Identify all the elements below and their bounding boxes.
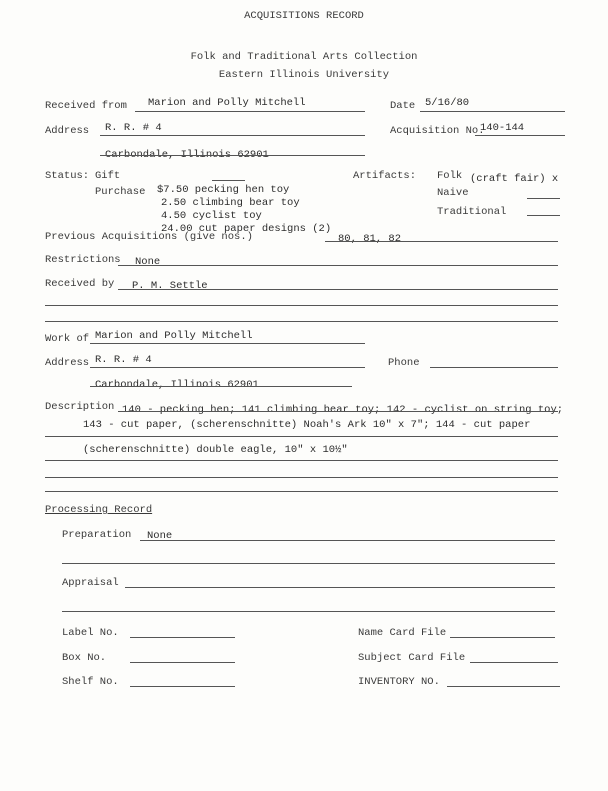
rule — [430, 367, 558, 368]
rule — [118, 265, 558, 266]
restrictions-label: Restrictions — [45, 254, 121, 266]
rule — [45, 321, 558, 322]
rule — [90, 343, 365, 344]
description-line: 140 - pecking hen; 141 climbing bear toy; 142 - cyclist on string toy; — [122, 404, 564, 416]
rule — [212, 180, 245, 181]
work-of-label: Work of — [45, 333, 90, 345]
rule — [325, 241, 558, 242]
rule — [45, 460, 558, 461]
processing-record-title: Processing Record — [45, 504, 153, 516]
artifacts-label: Artifacts: — [353, 170, 417, 182]
phone-label: Phone — [388, 357, 420, 369]
gift-label: Gift — [95, 170, 121, 182]
folk-label: Folk — [437, 170, 463, 182]
preparation-value: None — [147, 530, 173, 542]
rule — [140, 540, 555, 541]
date-label: Date — [390, 100, 416, 112]
purchase-item: $7.50 pecking hen toy — [157, 184, 290, 196]
name-card-file-label: Name Card File — [358, 627, 447, 639]
description-line: (scherenschnitte) double eagle, 10" x 10½" — [83, 444, 348, 456]
restrictions-value: None — [135, 256, 161, 268]
rule — [470, 662, 558, 663]
description-label: Description — [45, 401, 115, 413]
purchase-label: Purchase — [95, 186, 146, 198]
rule — [420, 111, 565, 112]
work-of-value: Marion and Polly Mitchell — [95, 330, 253, 342]
rule — [100, 135, 365, 136]
form-institution: Eastern Illinois University — [218, 69, 390, 81]
rule — [527, 215, 560, 216]
rule — [100, 155, 365, 156]
label-no-label: Label No. — [62, 627, 119, 639]
shelf-no-label: Shelf No. — [62, 676, 119, 688]
work-address-line2: Carbondale, Illinois 62901 — [95, 379, 259, 391]
acquisition-no-value: 140-144 — [480, 122, 525, 134]
rule — [45, 491, 558, 492]
address-label: Address — [45, 125, 90, 137]
preparation-label: Preparation — [62, 529, 132, 541]
previous-acquisitions-label: Previous Acquisitions (give nos.) — [45, 231, 253, 243]
rule — [62, 611, 555, 612]
work-address-line1: R. R. # 4 — [95, 354, 152, 366]
rule — [45, 305, 558, 306]
naive-label: Naive — [437, 187, 469, 199]
rule — [125, 587, 555, 588]
form-title: ACQUISITIONS RECORD — [244, 10, 364, 22]
rule — [90, 386, 352, 387]
rule — [135, 111, 365, 112]
rule — [118, 289, 558, 290]
rule — [45, 477, 558, 478]
rule — [130, 637, 235, 638]
purchase-item: 2.50 climbing bear toy — [161, 197, 300, 209]
rule — [527, 198, 560, 199]
rule — [62, 563, 555, 564]
folk-value: (craft fair) x — [470, 173, 559, 185]
appraisal-label: Appraisal — [62, 577, 119, 589]
rule — [130, 686, 235, 687]
subject-card-file-label: Subject Card File — [358, 652, 466, 664]
purchase-item: 4.50 cyclist toy — [161, 210, 262, 222]
work-address-label: Address — [45, 357, 90, 369]
traditional-label: Traditional — [437, 206, 507, 218]
date-value: 5/16/80 — [425, 97, 470, 109]
address-line2: Carbondale, Illinois 62901 — [105, 149, 269, 161]
acquisition-no-label: Acquisition No. — [390, 125, 485, 137]
address-line1: R. R. # 4 — [105, 122, 162, 134]
rule — [447, 686, 560, 687]
rule — [475, 135, 565, 136]
rule — [45, 436, 558, 437]
previous-acquisitions-value: 80, 81, 82 — [338, 233, 402, 245]
rule — [118, 411, 558, 412]
rule — [450, 637, 555, 638]
received-by-value: P. M. Settle — [132, 280, 208, 292]
inventory-no-label: INVENTORY NO. — [358, 676, 440, 688]
description-line: 143 - cut paper, (scherenschnitte) Noah's Ark 10" x 7"; 144 - cut paper — [83, 419, 531, 431]
status-label: Status: — [45, 170, 90, 182]
received-from-label: Received from — [45, 100, 127, 112]
rule — [90, 367, 365, 368]
received-by-label: Received by — [45, 278, 115, 290]
received-from-value: Marion and Polly Mitchell — [148, 97, 306, 109]
form-subtitle: Folk and Traditional Arts Collection — [190, 51, 418, 63]
box-no-label: Box No. — [62, 652, 107, 664]
purchase-item: 24.00 cut paper designs (2) — [161, 223, 332, 235]
rule — [130, 662, 235, 663]
